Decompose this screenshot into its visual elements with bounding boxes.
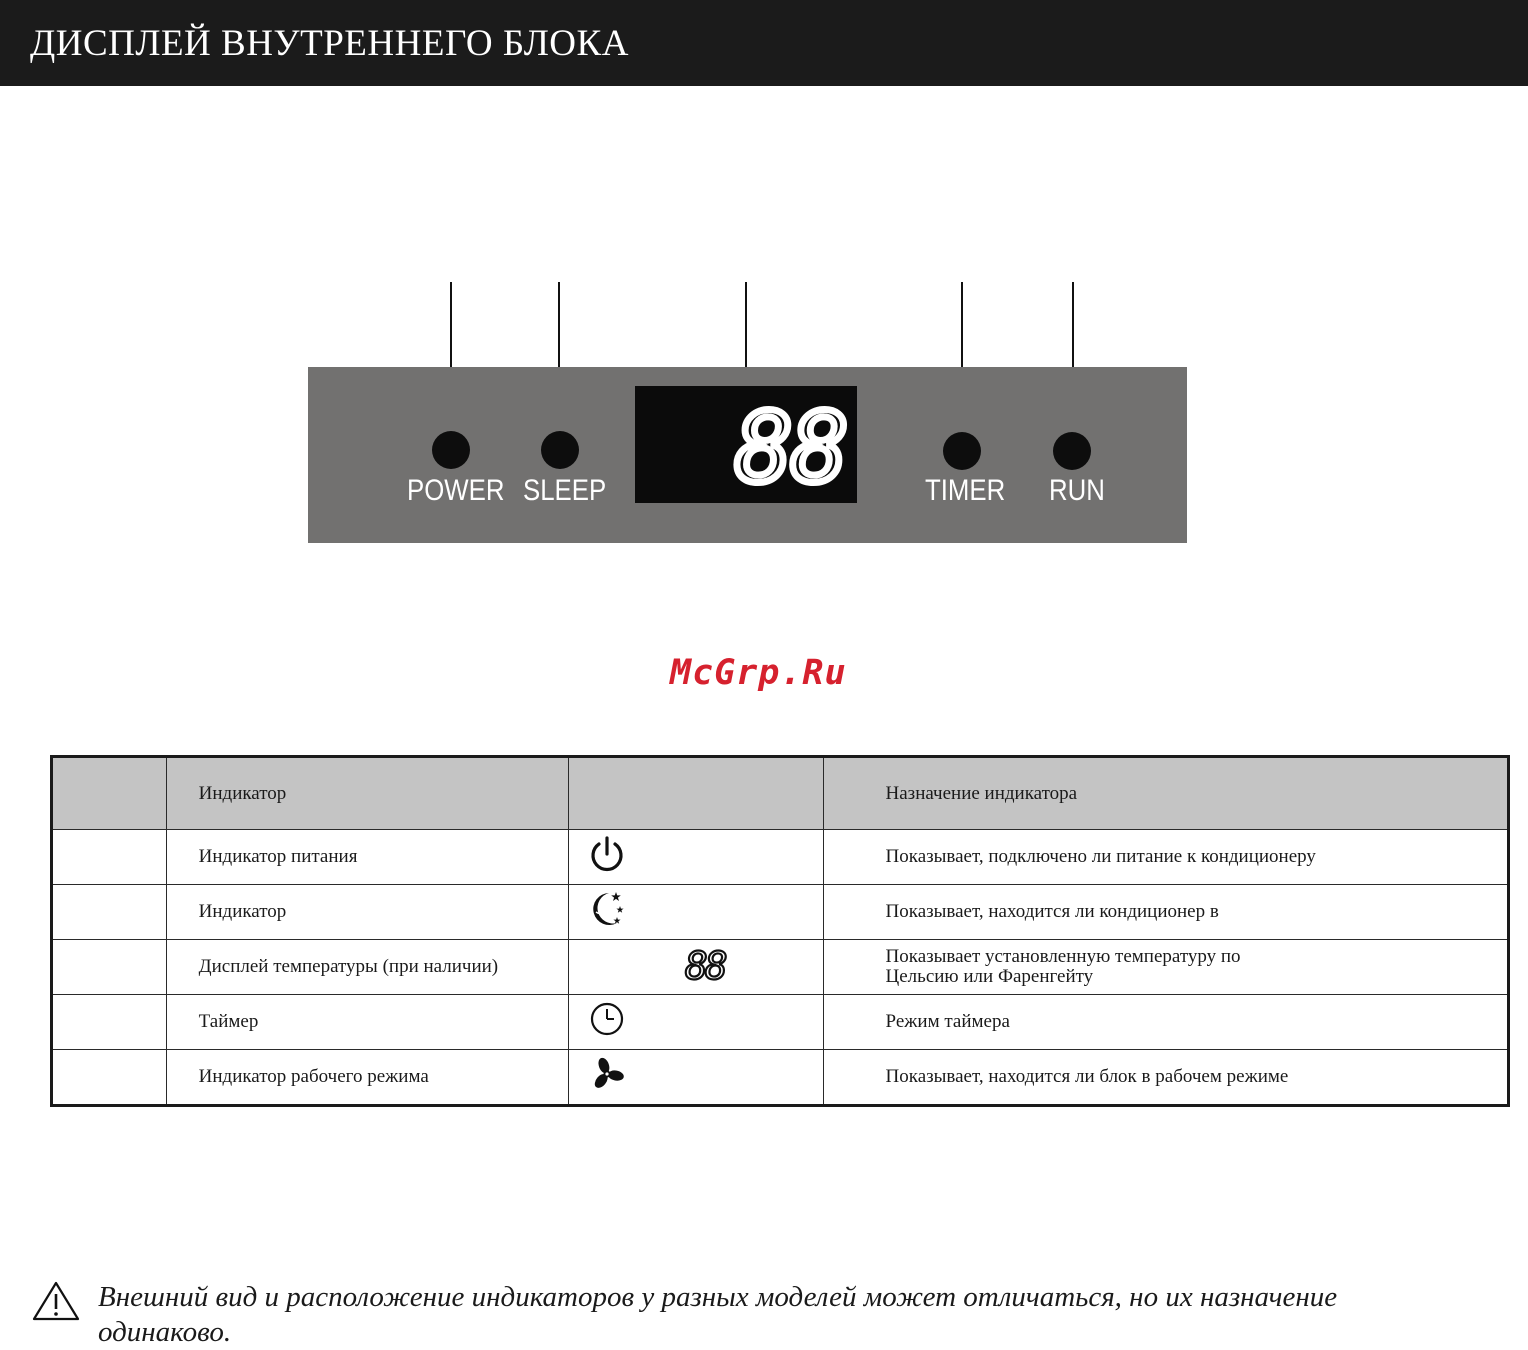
run-led [1053,432,1091,470]
header-indicator: Индикатор [166,757,568,830]
table-header-row [52,757,1509,830]
page-title: ДИСПЛЕЙ ВНУТРЕННЕГО БЛОКА [30,23,629,64]
indicator-description: Показывает, подключено ли питание к кондиционеру [823,830,1508,885]
table-row [52,995,1509,1050]
indicator-description: Показывает, находится ли кондиционер в [823,885,1508,940]
indicator-name: Индикатор рабочего режима [166,1050,568,1106]
display-digits: 88 [735,392,847,503]
indicator-symbol [568,995,823,1050]
note-text: Внешний вид и расположение индикаторов у разных моделей может отличаться, но их назначение одинаково. [98,1281,1338,1348]
table-row [52,830,1509,885]
timer-label: TIMER [925,474,1006,507]
indicator-symbol [568,830,823,885]
row-number [52,940,167,995]
row-number [52,830,167,885]
header-bar [0,0,1528,86]
warning-triangle-icon [32,1281,80,1321]
indicator-symbol [568,885,823,940]
table-row [52,885,1509,940]
seven-segment-display [635,386,857,503]
run-label: RUN [1049,474,1105,507]
indicator-name: Таймер [166,995,568,1050]
fan-icon [587,1054,627,1094]
power-led [432,431,470,469]
timer-led [943,432,981,470]
watermark: McGrp.Ru [670,653,847,693]
indicator-description: Показывает, находится ли блок в рабочем режиме [823,1050,1508,1106]
table-row [52,1050,1509,1106]
header-purpose: Назначение индикатора [823,757,1508,830]
indicator-table [50,755,1510,1107]
header-number [52,757,167,830]
indicator-name: Дисплей температуры (при наличии) [166,940,568,995]
row-number [52,885,167,940]
power-icon [587,834,627,874]
mini-display-digits: 88 [684,944,725,984]
seven-segment-88-icon [684,944,734,984]
row-number [52,995,167,1050]
indicator-description: Показывает установленную температуру по Цельсию или Фаренгейту [823,940,1508,995]
sleep-led [541,431,579,469]
indicator-description: Режим таймера [823,995,1508,1050]
indicator-name: Индикатор [166,885,568,940]
indicator-symbol [568,940,823,995]
header-symbol [568,757,823,830]
power-label: POWER [407,474,505,507]
indicator-symbol [568,1050,823,1106]
sleep-label: SLEEP [523,474,607,507]
table-row [52,940,1509,995]
temperature-display [635,386,857,503]
clock-icon [587,999,627,1039]
indoor-display-diagram [0,270,1528,560]
moon-stars-icon [587,889,627,929]
indicator-name: Индикатор питания [166,830,568,885]
row-number [52,1050,167,1106]
